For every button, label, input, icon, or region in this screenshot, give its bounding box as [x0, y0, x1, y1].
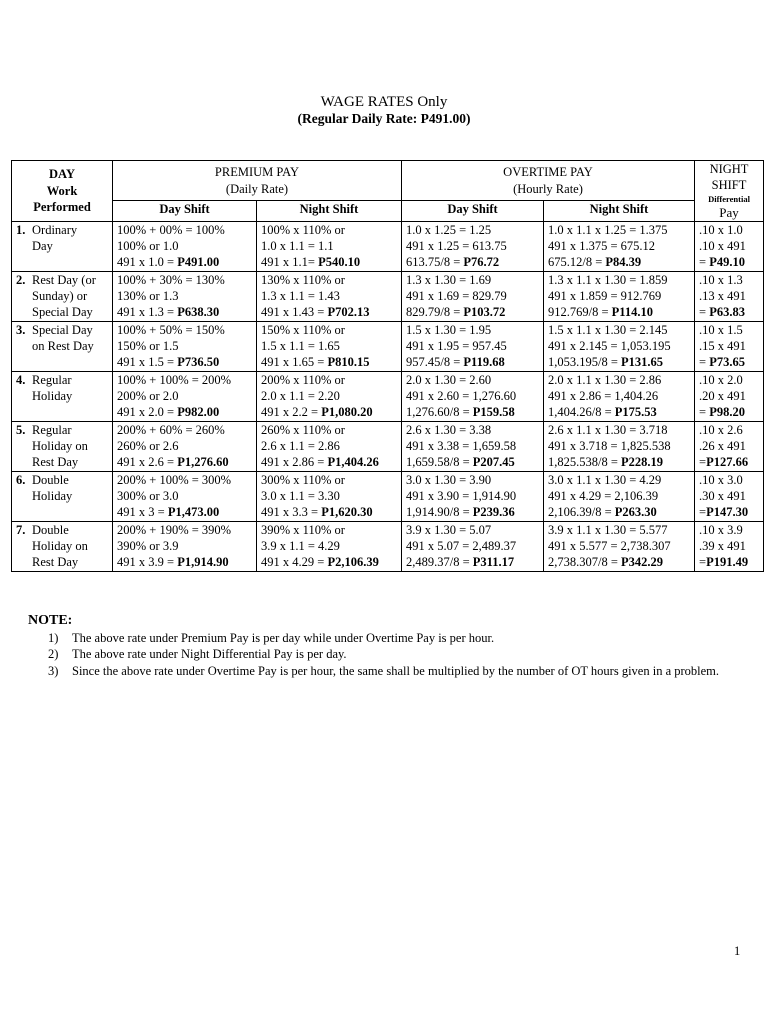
result-amount: P810.15: [327, 355, 370, 370]
day-type-label: Sunday) or: [32, 288, 88, 303]
result-amount: P127.66: [706, 455, 749, 470]
day-type-label: Double: [32, 522, 69, 537]
row-number: 5.: [16, 422, 26, 437]
overtime-night-cell: [544, 371, 695, 421]
formula-line: 491 x 3.38 = 1,659.58: [406, 438, 517, 453]
formula-line: .15 x 491: [699, 338, 746, 353]
premium-day-cell: [113, 421, 257, 471]
day-type-label: Holiday on: [32, 538, 88, 553]
wage-rates-table: [11, 160, 764, 572]
formula-line: 491 x 1.69 = 829.79: [406, 288, 507, 303]
day-type-label: Ordinary: [32, 222, 78, 237]
result-line: [261, 354, 401, 370]
page-number: 1: [734, 944, 741, 958]
formula-line: 260% x 110% or: [261, 422, 345, 437]
day-type-label: Holiday on: [32, 438, 88, 453]
result-formula: 912.769/8 =: [548, 305, 612, 320]
header-overtime-pay: OVERTIME PAY (Hourly Rate): [402, 161, 695, 201]
note-number: 3): [48, 663, 59, 678]
overtime-day-cell: [402, 471, 544, 521]
result-amount: P84.39: [605, 255, 642, 270]
result-line: [406, 354, 543, 370]
day-type-label: Special Day: [32, 322, 93, 337]
formula-line: 1.0 x 1.1 x 1.25 = 1.375: [548, 222, 668, 237]
day-type-label: Holiday: [32, 388, 73, 403]
result-amount: P191.49: [706, 555, 749, 570]
table-row: [12, 471, 764, 521]
table-row: [12, 421, 764, 471]
premium-night-cell: [257, 221, 402, 271]
header-overtime-day-shift: Day Shift: [402, 201, 544, 221]
result-formula: 491 x 2.0 =: [117, 405, 178, 420]
result-line: [548, 504, 694, 520]
result-line: [548, 254, 694, 270]
formula-line: 2.6 x 1.1 = 2.86: [261, 438, 340, 453]
row-number: 7.: [16, 522, 26, 537]
formula-line: 3.9 x 1.1 x 1.30 = 5.577: [548, 522, 668, 537]
overtime-night-cell: [544, 421, 695, 471]
result-formula: 829.79/8 =: [406, 305, 464, 320]
result-formula: =: [699, 355, 710, 370]
header-premium-pay: PREMIUM PAY (Daily Rate): [113, 161, 402, 201]
result-amount: P1,914.90: [177, 555, 229, 570]
formula-line: 200% + 190% = 390%: [117, 522, 232, 537]
result-amount: P147.30: [706, 505, 749, 520]
day-type-cell: [12, 521, 113, 571]
result-line: [406, 404, 543, 420]
formula-line: 1.5 x 1.1 x 1.30 = 2.145: [548, 322, 668, 337]
formula-line: 100% + 30% = 130%: [117, 272, 225, 287]
day-type-label: Rest Day: [32, 555, 79, 570]
day-type-cell: [12, 321, 113, 371]
result-amount: P982.00: [177, 405, 220, 420]
formula-line: .10 x 491: [699, 238, 746, 253]
night-differential-cell: [695, 471, 764, 521]
result-formula: 2,738.307/8 =: [548, 555, 622, 570]
day-type-label: on Rest Day: [32, 338, 94, 353]
result-amount: P239.36: [472, 505, 515, 520]
table-row: [12, 521, 764, 571]
result-amount: P63.83: [709, 305, 745, 320]
result-formula: 1,914.90/8 =: [406, 505, 473, 520]
formula-line: .30 x 491: [699, 488, 746, 503]
result-line: [548, 354, 694, 370]
result-formula: 491 x 1.3 =: [117, 305, 178, 320]
result-amount: P1,404.26: [327, 455, 379, 470]
premium-night-cell: [257, 371, 402, 421]
formula-line: 491 x 2.145 = 1,053.195: [548, 338, 671, 353]
night-differential-cell: [695, 321, 764, 371]
result-line: [699, 254, 763, 270]
formula-line: 1.3 x 1.1 = 1.43: [261, 288, 340, 303]
formula-line: 150% x 110% or: [261, 322, 345, 337]
result-line: [117, 354, 256, 370]
result-amount: P1,473.00: [167, 505, 220, 520]
result-line: [261, 304, 401, 320]
header-overtime-night-shift: Night Shift: [544, 201, 695, 221]
day-type-label: Rest Day: [32, 455, 79, 470]
result-line: [261, 554, 401, 570]
premium-night-cell: [257, 471, 402, 521]
result-amount: P103.72: [463, 305, 506, 320]
formula-line: 200% + 60% = 260%: [117, 422, 225, 437]
premium-day-cell: [113, 321, 257, 371]
result-amount: P175.53: [614, 405, 657, 420]
formula-line: 300% x 110% or: [261, 472, 345, 487]
overtime-day-cell: [402, 371, 544, 421]
day-type-label: Regular: [32, 372, 72, 387]
formula-line: 200% x 110% or: [261, 372, 345, 387]
premium-night-cell: [257, 271, 402, 321]
result-line: [406, 254, 543, 270]
row-number: 3.: [16, 322, 26, 337]
note-text: Since the above rate under Overtime Pay is per hour, the same shall be multiplied by the number of OT hours given in a problem.: [72, 663, 720, 678]
formula-line: 491 x 2.86 = 1,404.26: [548, 388, 659, 403]
result-line: [406, 504, 543, 520]
note-number: 2): [48, 647, 59, 662]
result-amount: P1,276.60: [177, 455, 229, 470]
overtime-night-cell: [544, 521, 695, 571]
note-label: NOTE:: [28, 613, 73, 628]
result-amount: P1,080.20: [321, 405, 373, 420]
result-amount: P49.10: [709, 255, 745, 270]
formula-line: 1.5 x 1.30 = 1.95: [406, 322, 492, 337]
result-line: [261, 454, 401, 470]
result-amount: P2,106.39: [327, 555, 379, 570]
night-differential-cell: [695, 221, 764, 271]
day-type-cell: [12, 371, 113, 421]
formula-line: 3.0 x 1.30 = 3.90: [406, 472, 492, 487]
result-formula: 1,404.26/8 =: [548, 405, 615, 420]
day-type-label: Rest Day (or: [32, 272, 96, 287]
formula-line: 2.0 x 1.1 x 1.30 = 2.86: [548, 372, 662, 387]
row-number: 6.: [16, 472, 26, 487]
table-row: [12, 371, 764, 421]
overtime-day-cell: [402, 271, 544, 321]
result-formula: 1,276.60/8 =: [406, 405, 473, 420]
formula-line: .10 x 3.0: [699, 472, 743, 487]
overtime-day-cell: [402, 321, 544, 371]
document-subtitle: (Regular Daily Rate: P491.00): [297, 111, 471, 126]
result-formula: 1,053.195/8 =: [548, 355, 622, 370]
day-type-cell: [12, 471, 113, 521]
overtime-night-cell: [544, 221, 695, 271]
formula-line: .10 x 2.6: [699, 422, 743, 437]
note-item: [48, 663, 748, 679]
night-differential-cell: [695, 371, 764, 421]
formula-line: .39 x 491: [699, 538, 746, 553]
day-type-cell: [12, 271, 113, 321]
result-line: [406, 304, 543, 320]
result-amount: P736.50: [177, 355, 220, 370]
result-formula: 2,489.37/8 =: [406, 555, 473, 570]
premium-day-cell: [113, 471, 257, 521]
document-title: WAGE RATES Only: [320, 94, 448, 110]
result-formula: 491 x 1.1=: [261, 255, 319, 270]
result-formula: 491 x 3.3 =: [261, 505, 322, 520]
formula-line: 100% + 50% = 150%: [117, 322, 225, 337]
result-formula: 491 x 3.9 =: [117, 555, 178, 570]
row-number: 1.: [16, 222, 26, 237]
formula-line: 300% or 3.0: [117, 488, 179, 503]
result-formula: 491 x 1.65 =: [261, 355, 328, 370]
result-amount: P342.29: [621, 555, 664, 570]
formula-line: 3.9 x 1.30 = 5.07: [406, 522, 492, 537]
result-line: [261, 504, 401, 520]
table-row: [12, 321, 764, 371]
formula-line: 491 x 5.07 = 2,489.37: [406, 538, 517, 553]
result-formula: =: [699, 405, 710, 420]
overtime-night-cell: [544, 321, 695, 371]
result-line: [548, 404, 694, 420]
result-formula: 491 x 2.6 =: [117, 455, 178, 470]
result-line: [548, 554, 694, 570]
formula-line: 491 x 1.95 = 957.45: [406, 338, 507, 353]
formula-line: 3.0 x 1.1 x 1.30 = 4.29: [548, 472, 662, 487]
result-amount: P491.00: [177, 255, 220, 270]
formula-line: 100% or 1.0: [117, 238, 179, 253]
result-formula: 675.12/8 =: [548, 255, 606, 270]
result-amount: P159.58: [472, 405, 515, 420]
overtime-day-cell: [402, 421, 544, 471]
formula-line: 130% x 110% or: [261, 272, 345, 287]
formula-line: .13 x 491: [699, 288, 746, 303]
formula-line: 491 x 3.718 = 1,825.538: [548, 438, 671, 453]
day-type-label: Special Day: [32, 305, 93, 320]
result-line: [699, 504, 763, 520]
result-line: [117, 454, 256, 470]
formula-line: 491 x 1.375 = 675.12: [548, 238, 656, 253]
day-type-cell: [12, 221, 113, 271]
day-type-cell: [12, 421, 113, 471]
result-line: [699, 454, 763, 470]
overtime-day-cell: [402, 221, 544, 271]
result-line: [548, 304, 694, 320]
result-line: [406, 454, 543, 470]
formula-line: 100% + 00% = 100%: [117, 222, 225, 237]
result-line: [406, 554, 543, 570]
formula-line: 1.5 x 1.1 = 1.65: [261, 338, 340, 353]
result-formula: =: [699, 555, 707, 570]
notes-list: [48, 630, 748, 679]
formula-line: 390% or 3.9: [117, 538, 179, 553]
result-amount: P263.30: [614, 505, 657, 520]
table-row: [12, 271, 764, 321]
result-line: [117, 554, 256, 570]
night-differential-cell: [695, 421, 764, 471]
formula-line: 2.0 x 1.30 = 2.60: [406, 372, 492, 387]
note-text: The above rate under Night Differential Pay is per day.: [72, 647, 347, 662]
result-amount: P1,620.30: [321, 505, 373, 520]
formula-line: 100% x 110% or: [261, 222, 345, 237]
formula-line: 390% x 110% or: [261, 522, 345, 537]
result-line: [117, 304, 256, 320]
premium-night-cell: [257, 421, 402, 471]
result-amount: P207.45: [472, 455, 515, 470]
formula-line: 491 x 2.60 = 1,276.60: [406, 388, 517, 403]
premium-night-cell: [257, 521, 402, 571]
formula-line: 491 x 3.90 = 1,914.90: [406, 488, 517, 503]
formula-line: 491 x 5.577 = 2,738.307: [548, 538, 671, 553]
premium-day-cell: [113, 221, 257, 271]
formula-line: .10 x 1.3: [699, 272, 743, 287]
note-text: The above rate under Premium Pay is per day while under Overtime Pay is per hour.: [72, 631, 495, 645]
result-amount: P702.13: [327, 305, 370, 320]
formula-line: 1.0 x 1.1 = 1.1: [261, 238, 334, 253]
night-differential-cell: [695, 271, 764, 321]
formula-line: .10 x 1.5: [699, 322, 743, 337]
result-formula: 1,825.538/8 =: [548, 455, 622, 470]
header-night-shift: NIGHT SHIFT Differential Pay: [695, 161, 764, 222]
result-formula: 491 x 1.5 =: [117, 355, 178, 370]
night-differential-cell: [695, 521, 764, 571]
day-type-label: Day: [32, 238, 53, 253]
result-line: [117, 254, 256, 270]
overtime-day-cell: [402, 521, 544, 571]
formula-line: .20 x 491: [699, 388, 746, 403]
header-day: DAY Work Performed: [12, 161, 113, 222]
overtime-night-cell: [544, 471, 695, 521]
formula-line: 2.6 x 1.1 x 1.30 = 3.718: [548, 422, 668, 437]
result-line: [117, 504, 256, 520]
result-amount: P119.68: [463, 355, 505, 370]
result-line: [699, 554, 763, 570]
result-amount: P114.10: [611, 305, 653, 320]
formula-line: 491 x 1.859 = 912.769: [548, 288, 662, 303]
result-formula: =: [699, 255, 710, 270]
formula-line: .10 x 1.0: [699, 222, 743, 237]
formula-line: 2.6 x 1.30 = 3.38: [406, 422, 492, 437]
result-line: [699, 354, 763, 370]
premium-night-cell: [257, 321, 402, 371]
formula-line: 260% or 2.6: [117, 438, 179, 453]
formula-line: 3.9 x 1.1 = 4.29: [261, 538, 340, 553]
formula-line: 491 x 1.25 = 613.75: [406, 238, 507, 253]
row-number: 2.: [16, 272, 26, 287]
result-amount: P131.65: [621, 355, 664, 370]
premium-day-cell: [113, 271, 257, 321]
result-formula: 2,106.39/8 =: [548, 505, 615, 520]
row-number: 4.: [16, 372, 26, 387]
result-line: [261, 404, 401, 420]
day-type-label: Double: [32, 472, 69, 487]
result-formula: 613.75/8 =: [406, 255, 464, 270]
formula-line: 3.0 x 1.1 = 3.30: [261, 488, 340, 503]
formula-line: 200% + 100% = 300%: [117, 472, 232, 487]
result-formula: =: [699, 505, 707, 520]
table-row: [12, 221, 764, 271]
result-amount: P638.30: [177, 305, 220, 320]
premium-day-cell: [113, 521, 257, 571]
note-item: [48, 646, 748, 662]
formula-line: 1.0 x 1.25 = 1.25: [406, 222, 492, 237]
header-premium-day-shift: Day Shift: [113, 201, 257, 221]
result-formula: 957.45/8 =: [406, 355, 464, 370]
formula-line: 1.3 x 1.30 = 1.69: [406, 272, 492, 287]
formula-line: 2.0 x 1.1 = 2.20: [261, 388, 340, 403]
day-type-label: Regular: [32, 422, 72, 437]
formula-line: .26 x 491: [699, 438, 746, 453]
result-amount: P228.19: [621, 455, 664, 470]
formula-line: 150% or 1.5: [117, 338, 179, 353]
result-amount: P76.72: [463, 255, 500, 270]
result-formula: 491 x 1.43 =: [261, 305, 328, 320]
result-line: [699, 304, 763, 320]
day-type-label: Holiday: [32, 488, 73, 503]
premium-day-cell: [113, 371, 257, 421]
result-formula: 491 x 1.0 =: [117, 255, 178, 270]
result-amount: P311.17: [472, 555, 515, 570]
formula-line: 100% + 100% = 200%: [117, 372, 232, 387]
result-formula: =: [699, 455, 707, 470]
result-formula: 491 x 3 =: [117, 505, 168, 520]
formula-line: 200% or 2.0: [117, 388, 179, 403]
note-item: [48, 630, 748, 646]
header-premium-night-shift: Night Shift: [257, 201, 402, 221]
result-formula: 1,659.58/8 =: [406, 455, 473, 470]
note-number: 1): [48, 631, 59, 645]
result-amount: P73.65: [709, 355, 745, 370]
formula-line: 130% or 1.3: [117, 288, 179, 303]
formula-line: 491 x 4.29 = 2,106.39: [548, 488, 659, 503]
formula-line: .10 x 2.0: [699, 372, 743, 387]
formula-line: .10 x 3.9: [699, 522, 743, 537]
result-line: [548, 454, 694, 470]
formula-line: 1.3 x 1.1 x 1.30 = 1.859: [548, 272, 668, 287]
overtime-night-cell: [544, 271, 695, 321]
result-line: [117, 404, 256, 420]
result-formula: 491 x 2.86 =: [261, 455, 328, 470]
result-amount: P98.20: [709, 405, 745, 420]
result-line: [699, 404, 763, 420]
result-line: [261, 254, 401, 270]
result-formula: 491 x 2.2 =: [261, 405, 322, 420]
result-formula: 491 x 4.29 =: [261, 555, 328, 570]
result-amount: P540.10: [318, 255, 361, 270]
result-formula: =: [699, 305, 710, 320]
